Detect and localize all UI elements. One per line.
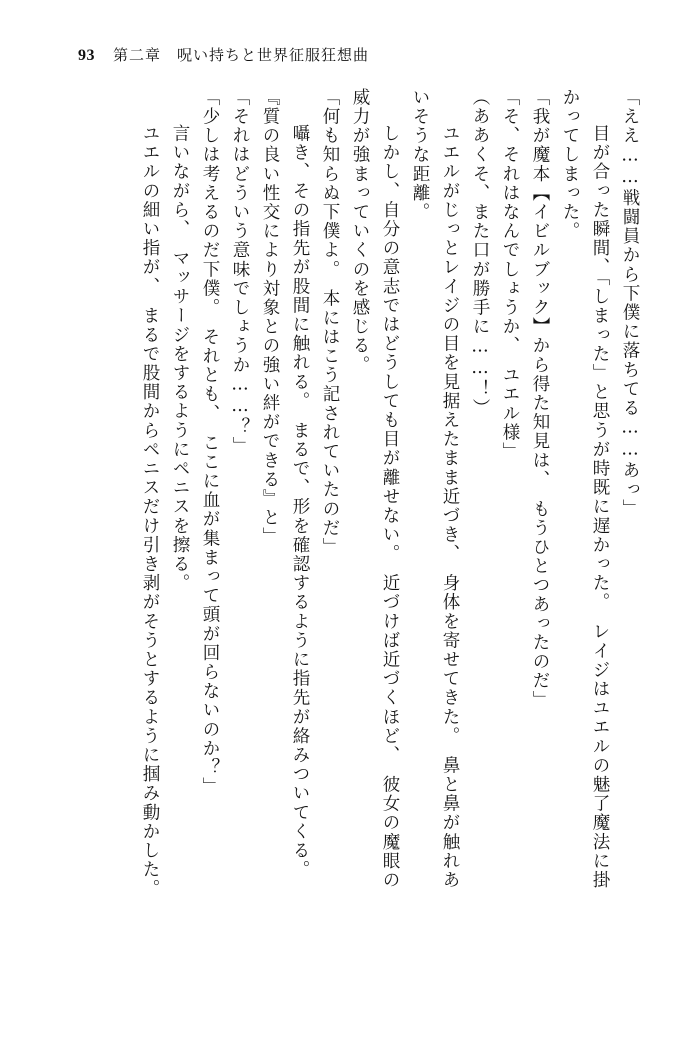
text-column: 「何も知らぬ下僕よ。 本にはこう記されていたのだ」 xyxy=(320,88,340,557)
text-column: しかし、自分の意志ではどうしても目が離せない。 近づけば近づくほど、 彼女の魔眼の xyxy=(380,105,400,890)
text-column: 「少しは考えるのだ下僕。 それとも、 ここに血が集まって頭が回らないのか？」 xyxy=(200,88,220,797)
running-header xyxy=(78,44,622,65)
text-column: ユエルの細い指が、 まるで股間からペニスだけ引き剥がそうとするように掴み動かした。 xyxy=(140,105,160,899)
text-column: 「それはどういう意味でしょうか……？」 xyxy=(230,88,250,456)
text-column: 「ええ……戦闘員から下僕に落ちてる……あっ」 xyxy=(620,88,640,519)
chapter-title: 第二章 呪い持ちと世界征服狂想曲 xyxy=(113,46,370,64)
vertical-text-body xyxy=(62,88,638,1020)
text-column: （ああくそ、また口が勝手に……！） xyxy=(470,88,490,418)
page-number: 93 xyxy=(78,47,95,64)
text-column: かってしまった。 xyxy=(560,88,580,241)
text-column: いそうな距離。 xyxy=(410,88,430,222)
text-column: 威力が強まっていくのを感じる。 xyxy=(350,88,370,375)
text-column: 『質の良い性交により対象との強い絆ができる』と」 xyxy=(260,88,280,547)
text-column: 言いながら、 マッサージをするようにペニスを擦る。 xyxy=(170,105,190,593)
text-column: ユエルがじっとレイジの目を見据えたまま近づき、 身体を寄せてきた。 鼻と鼻が触れあ xyxy=(440,105,460,890)
text-column: 囁き、その指先が股間に触れる。 まるで、形を確認するように指先が絡みついてくる。 xyxy=(290,105,310,880)
text-column: 「そ、それはなんでしょうか、 ユエル様」 xyxy=(500,88,520,462)
text-column: 「我が魔本【イビルブック】から得た知見は、 もうひとつあったのだ」 xyxy=(530,88,550,710)
text-column: 目が合った瞬間、「しまった」と思うが時既に遅かった。 レイジはユエルの魅了魔法に掛 xyxy=(590,105,610,890)
